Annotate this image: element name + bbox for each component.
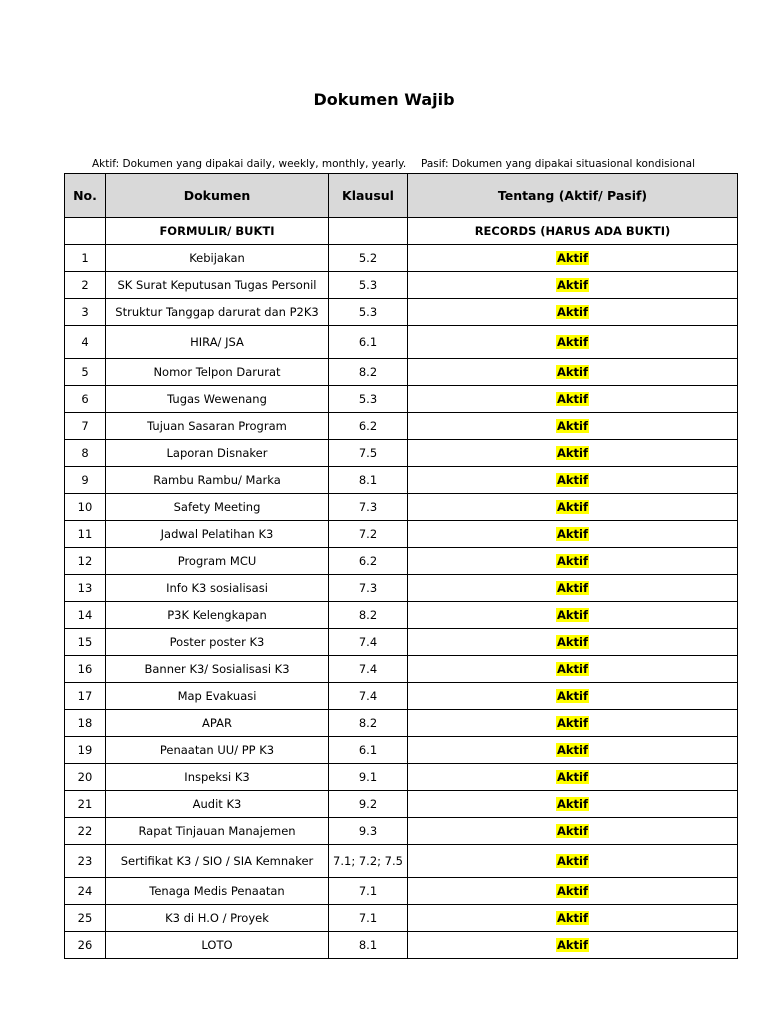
cell-klausul: 9.2	[329, 791, 408, 818]
cell-klausul: 7.1	[329, 878, 408, 905]
table-row	[65, 629, 738, 656]
status-badge: Aktif	[557, 884, 588, 898]
cell-status	[408, 326, 738, 359]
cell-klausul: 7.5	[329, 440, 408, 467]
cell-status	[408, 737, 738, 764]
table-row	[65, 245, 738, 272]
cell-dokumen: Poster poster K3	[106, 629, 329, 656]
cell-no: 2	[65, 272, 106, 299]
cell-status	[408, 299, 738, 326]
table-row	[65, 575, 738, 602]
cell-dokumen: APAR	[106, 710, 329, 737]
cell-status	[408, 818, 738, 845]
cell-status	[408, 791, 738, 818]
status-badge: Aktif	[557, 716, 588, 730]
cell-status	[408, 905, 738, 932]
cell-dokumen: Laporan Disnaker	[106, 440, 329, 467]
cell-dokumen: SK Surat Keputusan Tugas Personil	[106, 272, 329, 299]
cell-no: 22	[65, 818, 106, 845]
cell-klausul: 6.1	[329, 326, 408, 359]
status-badge: Aktif	[557, 365, 588, 379]
cell-no: 23	[65, 845, 106, 878]
cell-klausul: 8.1	[329, 932, 408, 959]
cell-klausul: 7.4	[329, 683, 408, 710]
cell-status	[408, 440, 738, 467]
cell-status	[408, 845, 738, 878]
table-row	[65, 521, 738, 548]
cell-status	[408, 413, 738, 440]
table-row	[65, 272, 738, 299]
table-row	[65, 878, 738, 905]
cell-dokumen: K3 di H.O / Proyek	[106, 905, 329, 932]
status-badge: Aktif	[557, 689, 588, 703]
cell-status	[408, 656, 738, 683]
table-row	[65, 845, 738, 878]
cell-klausul: 7.4	[329, 629, 408, 656]
cell-no: 11	[65, 521, 106, 548]
cell-klausul: 7.4	[329, 656, 408, 683]
cell-dokumen: Sertifikat K3 / SIO / SIA Kemnaker	[106, 845, 329, 878]
status-badge: Aktif	[557, 911, 588, 925]
cell-dokumen: Map Evakuasi	[106, 683, 329, 710]
cell-dokumen: P3K Kelengkapan	[106, 602, 329, 629]
status-badge: Aktif	[557, 854, 588, 868]
cell-status	[408, 629, 738, 656]
cell-status	[408, 683, 738, 710]
cell-klausul: 8.2	[329, 710, 408, 737]
cell-no: 4	[65, 326, 106, 359]
cell-klausul: 8.2	[329, 602, 408, 629]
table-row	[65, 494, 738, 521]
cell-dokumen: Nomor Telpon Darurat	[106, 359, 329, 386]
table-row	[65, 656, 738, 683]
cell-klausul: 5.3	[329, 386, 408, 413]
table-row	[65, 683, 738, 710]
cell-no: 5	[65, 359, 106, 386]
cell-klausul: 7.3	[329, 494, 408, 521]
cell-dokumen: Kebijakan	[106, 245, 329, 272]
cell-no: 14	[65, 602, 106, 629]
status-badge: Aktif	[557, 392, 588, 406]
cell-no: 19	[65, 737, 106, 764]
status-badge: Aktif	[557, 473, 588, 487]
status-badge: Aktif	[557, 446, 588, 460]
subheader-klausul	[329, 218, 408, 245]
cell-status	[408, 932, 738, 959]
legend-pasif: Pasif: Dokumen yang dipakai situasional kondisional	[421, 158, 695, 170]
cell-klausul: 7.2	[329, 521, 408, 548]
status-badge: Aktif	[557, 335, 588, 349]
cell-dokumen: Jadwal Pelatihan K3	[106, 521, 329, 548]
cell-klausul: 7.3	[329, 575, 408, 602]
cell-status	[408, 494, 738, 521]
cell-no: 17	[65, 683, 106, 710]
cell-no: 21	[65, 791, 106, 818]
table-row	[65, 602, 738, 629]
status-badge: Aktif	[557, 527, 588, 541]
cell-dokumen: Tenaga Medis Penaatan	[106, 878, 329, 905]
cell-dokumen: Audit K3	[106, 791, 329, 818]
table-row	[65, 905, 738, 932]
table-row	[65, 359, 738, 386]
header-dokumen: Dokumen	[106, 174, 329, 218]
cell-klausul: 5.2	[329, 245, 408, 272]
table-row	[65, 932, 738, 959]
cell-klausul: 7.1	[329, 905, 408, 932]
status-badge: Aktif	[557, 608, 588, 622]
cell-no: 1	[65, 245, 106, 272]
cell-no: 24	[65, 878, 106, 905]
table-row	[65, 440, 738, 467]
cell-no: 20	[65, 764, 106, 791]
status-badge: Aktif	[557, 743, 588, 757]
status-badge: Aktif	[557, 581, 588, 595]
document-title: Dokumen Wajib	[313, 90, 455, 109]
subheader-no	[65, 218, 106, 245]
cell-status	[408, 764, 738, 791]
cell-status	[408, 359, 738, 386]
table-row	[65, 548, 738, 575]
cell-no: 26	[65, 932, 106, 959]
header-tentang: Tentang (Aktif/ Pasif)	[408, 174, 738, 218]
cell-status	[408, 386, 738, 413]
status-badge: Aktif	[557, 662, 588, 676]
table-row	[65, 818, 738, 845]
cell-dokumen: Safety Meeting	[106, 494, 329, 521]
cell-klausul: 6.2	[329, 548, 408, 575]
cell-no: 15	[65, 629, 106, 656]
cell-klausul: 7.1; 7.2; 7.5	[329, 845, 408, 878]
table-row	[65, 299, 738, 326]
status-badge: Aktif	[557, 938, 588, 952]
status-badge: Aktif	[557, 824, 588, 838]
cell-no: 12	[65, 548, 106, 575]
cell-no: 7	[65, 413, 106, 440]
legend-aktif: Aktif: Dokumen yang dipakai daily, weekly, monthly, yearly.	[92, 158, 407, 170]
cell-no: 3	[65, 299, 106, 326]
cell-klausul: 6.1	[329, 737, 408, 764]
cell-klausul: 6.2	[329, 413, 408, 440]
status-badge: Aktif	[557, 305, 588, 319]
table-row	[65, 737, 738, 764]
cell-dokumen: HIRA/ JSA	[106, 326, 329, 359]
cell-dokumen: Inspeksi K3	[106, 764, 329, 791]
cell-no: 8	[65, 440, 106, 467]
cell-klausul: 9.1	[329, 764, 408, 791]
cell-status	[408, 272, 738, 299]
status-badge: Aktif	[557, 251, 588, 265]
table-row	[65, 764, 738, 791]
cell-klausul: 8.2	[329, 359, 408, 386]
table-row	[65, 413, 738, 440]
cell-no: 9	[65, 467, 106, 494]
cell-dokumen: Tugas Wewenang	[106, 386, 329, 413]
cell-status	[408, 245, 738, 272]
cell-status	[408, 602, 738, 629]
cell-dokumen: Program MCU	[106, 548, 329, 575]
cell-klausul: 5.3	[329, 272, 408, 299]
table-row	[65, 386, 738, 413]
cell-klausul: 9.3	[329, 818, 408, 845]
cell-dokumen: Struktur Tanggap darurat dan P2K3	[106, 299, 329, 326]
cell-klausul: 5.3	[329, 299, 408, 326]
cell-no: 10	[65, 494, 106, 521]
table-row	[65, 710, 738, 737]
cell-status	[408, 878, 738, 905]
cell-no: 6	[65, 386, 106, 413]
status-badge: Aktif	[557, 419, 588, 433]
table-row	[65, 326, 738, 359]
cell-no: 13	[65, 575, 106, 602]
header-klausul: Klausul	[329, 174, 408, 218]
cell-no: 25	[65, 905, 106, 932]
cell-dokumen: Tujuan Sasaran Program	[106, 413, 329, 440]
cell-dokumen: Penaatan UU/ PP K3	[106, 737, 329, 764]
cell-status	[408, 548, 738, 575]
status-badge: Aktif	[557, 635, 588, 649]
cell-klausul: 8.1	[329, 467, 408, 494]
cell-status	[408, 521, 738, 548]
status-badge: Aktif	[557, 554, 588, 568]
cell-status	[408, 575, 738, 602]
cell-dokumen: Rambu Rambu/ Marka	[106, 467, 329, 494]
document-table	[64, 173, 738, 959]
cell-dokumen: LOTO	[106, 932, 329, 959]
table-subheader-row	[65, 218, 738, 245]
cell-dokumen: Banner K3/ Sosialisasi K3	[106, 656, 329, 683]
cell-no: 16	[65, 656, 106, 683]
table-row	[65, 467, 738, 494]
status-badge: Aktif	[557, 770, 588, 784]
status-badge: Aktif	[557, 278, 588, 292]
subheader-dokumen: FORMULIR/ BUKTI	[106, 218, 329, 245]
cell-status	[408, 710, 738, 737]
cell-status	[408, 467, 738, 494]
cell-no: 18	[65, 710, 106, 737]
table-row	[65, 791, 738, 818]
subheader-tentang: RECORDS (HARUS ADA BUKTI)	[408, 218, 738, 245]
table-header-row	[65, 174, 738, 218]
cell-dokumen: Rapat Tinjauan Manajemen	[106, 818, 329, 845]
status-badge: Aktif	[557, 797, 588, 811]
cell-dokumen: Info K3 sosialisasi	[106, 575, 329, 602]
header-no: No.	[65, 174, 106, 218]
status-badge: Aktif	[557, 500, 588, 514]
